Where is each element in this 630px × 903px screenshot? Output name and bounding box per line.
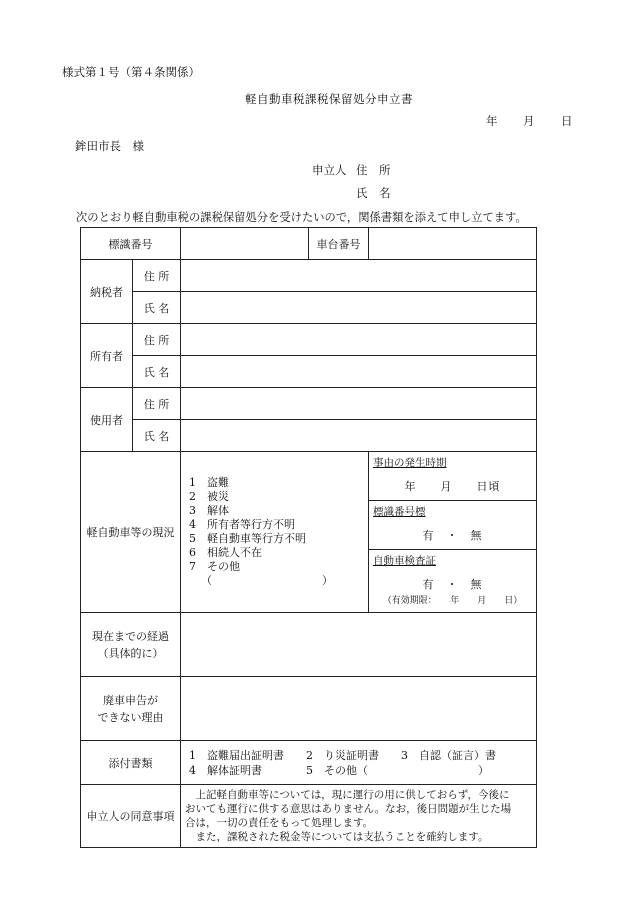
- owner-address-field[interactable]: [181, 324, 537, 356]
- consent-label: 申立人の同意事項: [81, 785, 181, 848]
- taxpayer-label: 納税者: [81, 260, 133, 324]
- owner-label: 所有者: [81, 324, 133, 388]
- user-address-field[interactable]: [181, 388, 537, 420]
- validity-note: （有効期限： 年 月 日）: [382, 595, 523, 606]
- reason-label: [81, 677, 181, 741]
- occurrence-section[interactable]: [369, 452, 536, 501]
- date-day: 日: [561, 114, 573, 128]
- taxpayer-address-label: 住 所: [133, 260, 181, 292]
- user-address-label: 住 所: [133, 388, 181, 420]
- owner-name-field[interactable]: [181, 356, 537, 388]
- taxpayer-name-field[interactable]: [181, 292, 537, 324]
- date-year: 年: [486, 114, 498, 128]
- status-item[interactable]: 7 その他: [189, 560, 240, 573]
- status-item[interactable]: 3 解体: [189, 504, 229, 517]
- inspection-label: 自動車検査証: [373, 554, 436, 567]
- owner-address-label: 住 所: [133, 324, 181, 356]
- history-field[interactable]: [181, 613, 537, 677]
- chassis-number-label: 車台番号: [309, 228, 369, 260]
- consent-line: 上記軽自動車等については，現に運行の用に供しておらず，今後に: [185, 789, 510, 801]
- user-name-label: 氏 名: [133, 420, 181, 452]
- consent-line: おいても運行に供する意思はありません。なお，後日問題が生じた場: [185, 803, 512, 815]
- reason-field[interactable]: [181, 677, 537, 741]
- consent-line: 合は，一切の責任をもって処理します。: [185, 817, 374, 829]
- reason-label-line: 廃車申告が: [103, 693, 158, 707]
- consent-text: [181, 785, 537, 848]
- inspection-yes-no: 有 ・ 無: [422, 577, 483, 591]
- consent-line: また，課税された税金等については支払うことを確約します。: [185, 831, 489, 843]
- taxpayer-address-field[interactable]: [181, 260, 537, 292]
- history-label-line: 現在までの経過: [92, 629, 169, 643]
- attachments-line: 1 盗難届出証明書 2 り災証明書 3 自認（証言）書: [189, 748, 496, 762]
- user-label: 使用者: [81, 388, 133, 452]
- reason-label-line: できない理由: [97, 710, 164, 724]
- application-form-table: [80, 227, 537, 848]
- taxpayer-name-label: 氏 名: [133, 292, 181, 324]
- status-item[interactable]: 6 相続人不在: [189, 546, 262, 559]
- user-name-field[interactable]: [181, 420, 537, 452]
- status-label: 軽自動車等の現況: [81, 452, 181, 613]
- status-item[interactable]: 4 所有者等行方不明: [189, 518, 295, 531]
- attachments-label: 添付書類: [81, 741, 181, 785]
- occurrence-label: 事由の発生時期: [373, 457, 447, 469]
- status-list: [181, 476, 368, 588]
- attachments-options[interactable]: [181, 741, 537, 785]
- addressee: 鉾田市長 様: [75, 139, 144, 153]
- status-item[interactable]: 2 被災: [189, 490, 229, 503]
- plate-existence-label: 標識番号標: [373, 505, 426, 518]
- document-title: 軽自動車税課税保留処分申立書: [245, 92, 413, 106]
- plate-number-field[interactable]: [181, 228, 309, 260]
- plate-yes-no: 有 ・ 無: [422, 528, 483, 542]
- form-number: 様式第１号（第４条関係）: [62, 65, 200, 79]
- history-label-line: （具体的に）: [97, 646, 164, 660]
- chassis-number-field[interactable]: [369, 228, 537, 260]
- inspection-section[interactable]: [369, 550, 536, 612]
- applicant-label: 申立人: [312, 163, 347, 177]
- status-item[interactable]: 5 軽自動車等行方不明: [189, 532, 306, 545]
- status-other-field[interactable]: （ ）: [201, 574, 333, 587]
- applicant-name-label: 氏 名: [356, 186, 391, 200]
- applicant-address-label: 住 所: [356, 163, 391, 177]
- owner-name-label: 氏 名: [133, 356, 181, 388]
- occurrence-date: 年 月 日頃: [404, 480, 501, 493]
- plate-section[interactable]: [369, 501, 536, 550]
- status-item[interactable]: 1 盗難: [189, 476, 229, 489]
- history-label: [81, 613, 181, 677]
- plate-number-label: 標識番号: [81, 228, 181, 260]
- date-month: 月: [523, 114, 535, 128]
- intro-text: 次のとおり軽自動車税の課税保留処分を受けたいので，関係書類を添えて申し立てます。: [76, 211, 527, 224]
- status-details: [369, 452, 537, 613]
- attachments-line: 4 解体証明書 5 その他（ ）: [189, 763, 489, 777]
- status-options[interactable]: [181, 452, 369, 613]
